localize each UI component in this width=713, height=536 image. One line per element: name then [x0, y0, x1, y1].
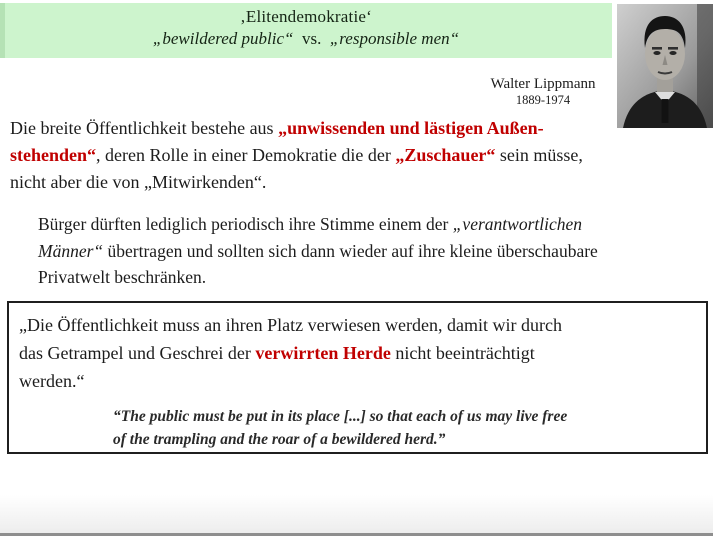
- text-segment: übertragen und sollten sich dann wieder auf ihre kleine überschaubare: [103, 240, 598, 261]
- text-segment: verwirrten Herde: [255, 343, 391, 363]
- portrait-years: 1889-1974: [515, 93, 571, 107]
- text-segment: stehenden“: [10, 145, 97, 165]
- text-segment: werden.“: [19, 371, 85, 391]
- text-segment: „bewildered public“: [152, 29, 294, 48]
- text-segment: nicht aber die von „Mitwirkenden“.: [10, 172, 267, 192]
- text-segment: das Getrampel und Geschrei der: [19, 343, 256, 363]
- text-segment: „Die Öffentlichkeit muss an ihren Platz verwiesen werden, damit wir durch: [19, 315, 562, 335]
- text-segment: „unwissenden und lästigen Außen-: [278, 118, 544, 138]
- text-segment: Die breite Öffentlichkeit bestehe aus: [10, 118, 279, 138]
- quote-box: [7, 301, 708, 454]
- title-banner: [0, 3, 612, 58]
- text-segment: „Zuschauer“: [395, 145, 496, 165]
- text-segment: „verantwortlichen: [452, 214, 582, 234]
- walter-lippmann-photo: [617, 4, 713, 128]
- portrait-photo-graphic: [617, 4, 713, 128]
- text-segment: “The public must be put in its place [...] so that each of us may live free: [113, 408, 568, 425]
- text-segment: nicht beeinträchtigt: [390, 343, 535, 363]
- paragraph-public-role: [10, 115, 690, 196]
- slide-title: ‚Elitendemokratie‘: [240, 7, 372, 26]
- text-segment: sein müsse,: [495, 145, 583, 165]
- quote-german: [19, 311, 706, 395]
- text-segment: „responsible men“: [329, 29, 460, 48]
- slide-subtitle: [0, 29, 612, 49]
- text-segment: Privatwelt beschränken.: [38, 267, 207, 287]
- text-segment: vs.: [293, 29, 330, 48]
- paragraph-citizens-vote: [38, 211, 698, 291]
- quote-english: [113, 405, 696, 451]
- text-segment: Bürger dürften lediglich periodisch ihre Stimme einem der: [38, 214, 453, 234]
- portrait-name: Walter Lippmann: [490, 76, 596, 92]
- text-segment: Männer“: [38, 240, 104, 261]
- text-segment: , deren Rolle in einer Demokratie die der: [96, 145, 396, 165]
- banner-left-edge: [0, 3, 5, 58]
- portrait-caption: [463, 75, 623, 108]
- text-segment: of the trampling and the roar of a bewildered herd.”: [113, 431, 446, 448]
- bottom-fade: [0, 495, 713, 533]
